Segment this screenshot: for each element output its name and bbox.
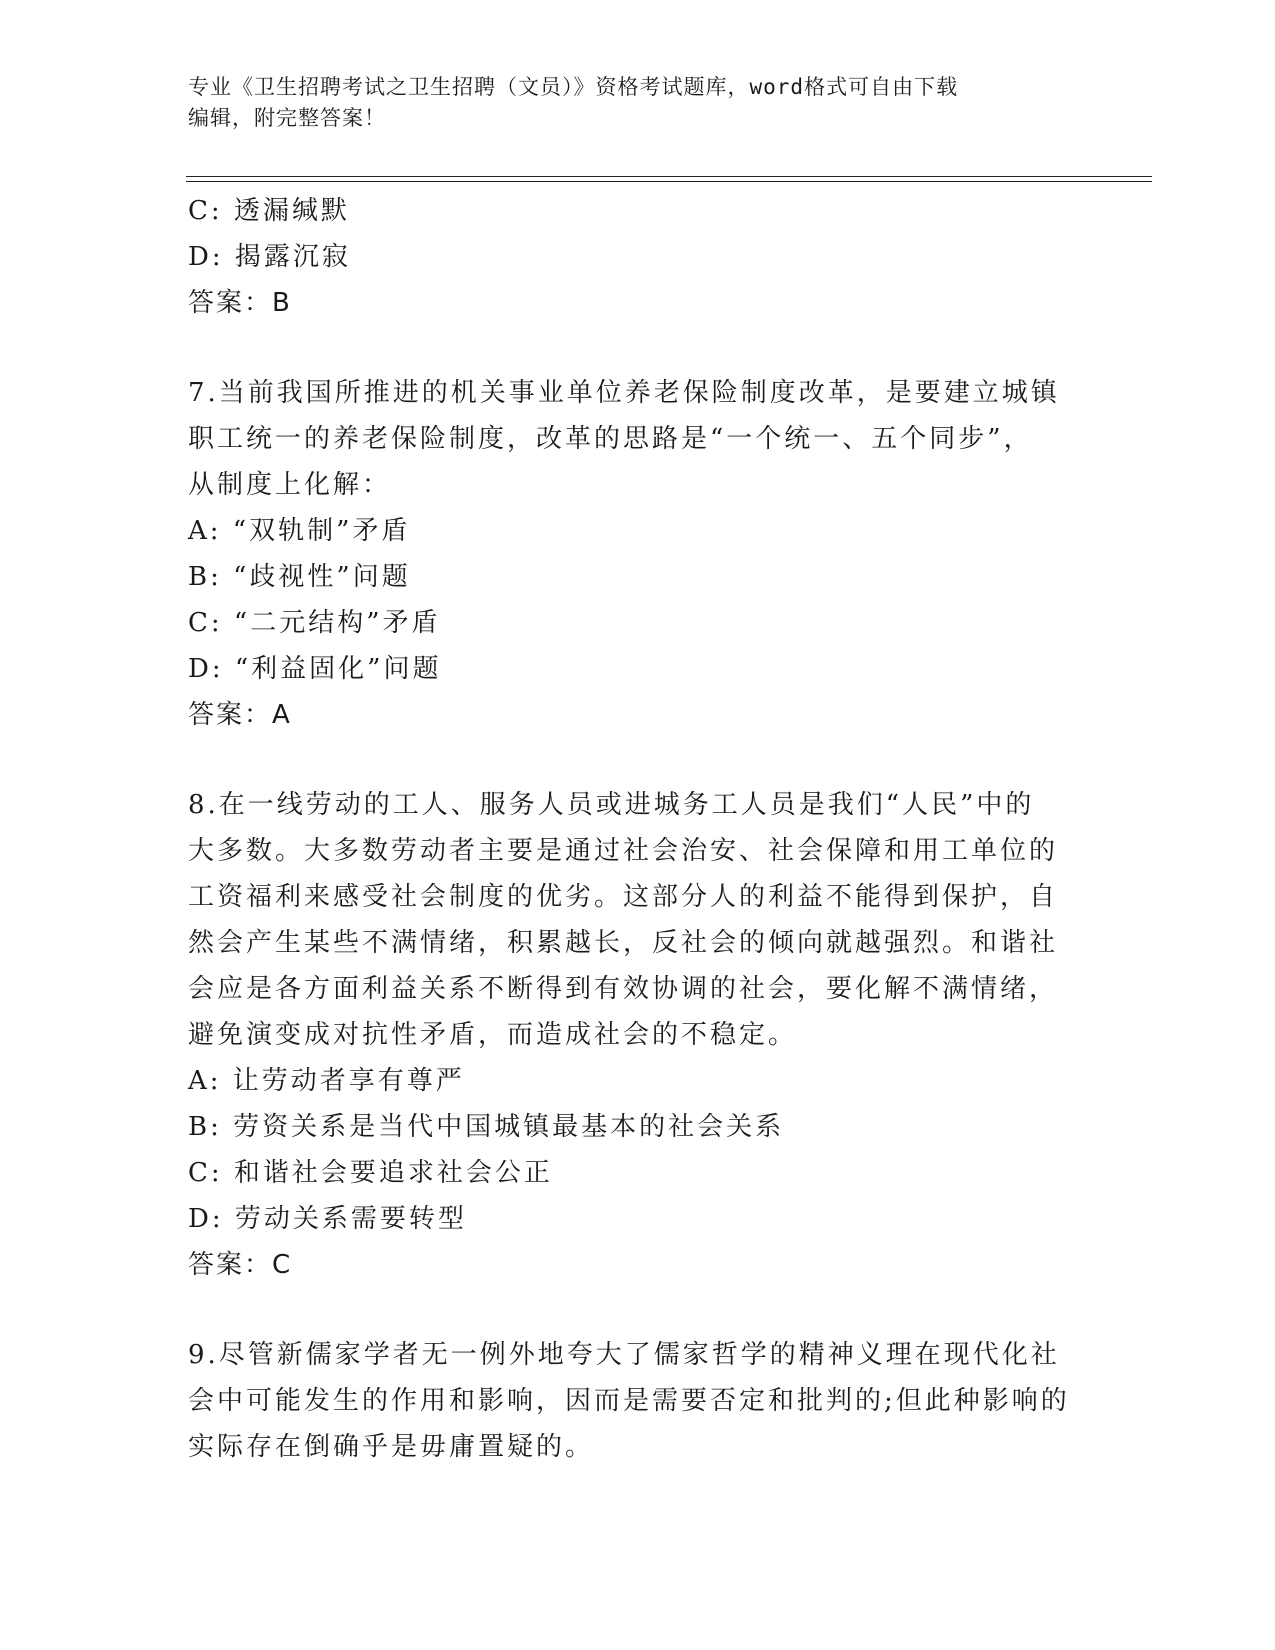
question-text — [188, 782, 1068, 1058]
option-d: D: 劳动关系需要转型 — [188, 1204, 467, 1234]
question-9 — [188, 1332, 1088, 1470]
option-c: C: “二元结构”矛盾 — [188, 608, 441, 638]
option-a: A: 让劳动者享有尊严 — [188, 1066, 465, 1096]
question-text-line: 8.在一线劳动的工人、服务人员或进城务工人员是我们“人民”中的 — [188, 790, 1035, 820]
question-text-line: 职工统一的养老保险制度，改革的思路是“一个统一、五个同步”， — [188, 424, 1033, 454]
header-line-2: 编辑，附完整答案！ — [188, 106, 386, 130]
answer-line: 答案：C — [188, 1250, 293, 1280]
question-text-line: 会应是各方面利益关系不断得到有效协调的社会，要化解不满情绪， — [188, 974, 1059, 1004]
question-text-line: 从制度上化解： — [188, 470, 392, 500]
header-divider-bottom — [186, 181, 1152, 182]
document-body — [188, 188, 1088, 1470]
header-divider-top — [186, 176, 1152, 177]
document-header — [188, 72, 1088, 134]
option-c: C: 透漏缄默 — [188, 196, 350, 226]
option-b: B: “歧视性”问题 — [188, 562, 411, 592]
option-b: B: 劳资关系是当代中国城镇最基本的社会关系 — [188, 1112, 785, 1142]
option-c: C: 和谐社会要追求社会公正 — [188, 1158, 553, 1188]
question-text-line: 大多数。大多数劳动者主要是通过社会治安、社会保障和用工单位的 — [188, 836, 1059, 866]
answer-line: 答案：B — [188, 288, 292, 318]
question-8 — [188, 782, 1088, 1288]
previous-question-tail — [188, 188, 1088, 326]
option-a: A: “双轨制”矛盾 — [188, 516, 411, 546]
question-text-line: 避免演变成对抗性矛盾，而造成社会的不稳定。 — [188, 1020, 798, 1050]
question-7 — [188, 370, 1088, 738]
answer-line: 答案：A — [188, 700, 292, 730]
option-d: D: 揭露沉寂 — [188, 242, 351, 272]
header-line-1: 专业《卫生招聘考试之卫生招聘（文员）》资格考试题库，word格式可自由下载 — [188, 75, 959, 99]
question-text-line: 7.当前我国所推进的机关事业单位养老保险制度改革，是要建立城镇 — [188, 378, 1060, 408]
question-text-line: 9.尽管新儒家学者无一例外地夸大了儒家哲学的精神义理在现代化社 — [188, 1340, 1060, 1370]
question-text-line: 会中可能发生的作用和影响，因而是需要否定和批判的;但此种影响的 — [188, 1386, 1070, 1416]
question-text-line: 工资福利来感受社会制度的优劣。这部分人的利益不能得到保护，自 — [188, 882, 1059, 912]
question-text — [188, 370, 1068, 508]
option-d: D: “利益固化”问题 — [188, 654, 442, 684]
question-text-line: 然会产生某些不满情绪，积累越长，反社会的倾向就越强烈。和谐社 — [188, 928, 1059, 958]
question-text-line: 实际存在倒确乎是毋庸置疑的。 — [188, 1432, 595, 1462]
question-text — [188, 1332, 1068, 1470]
